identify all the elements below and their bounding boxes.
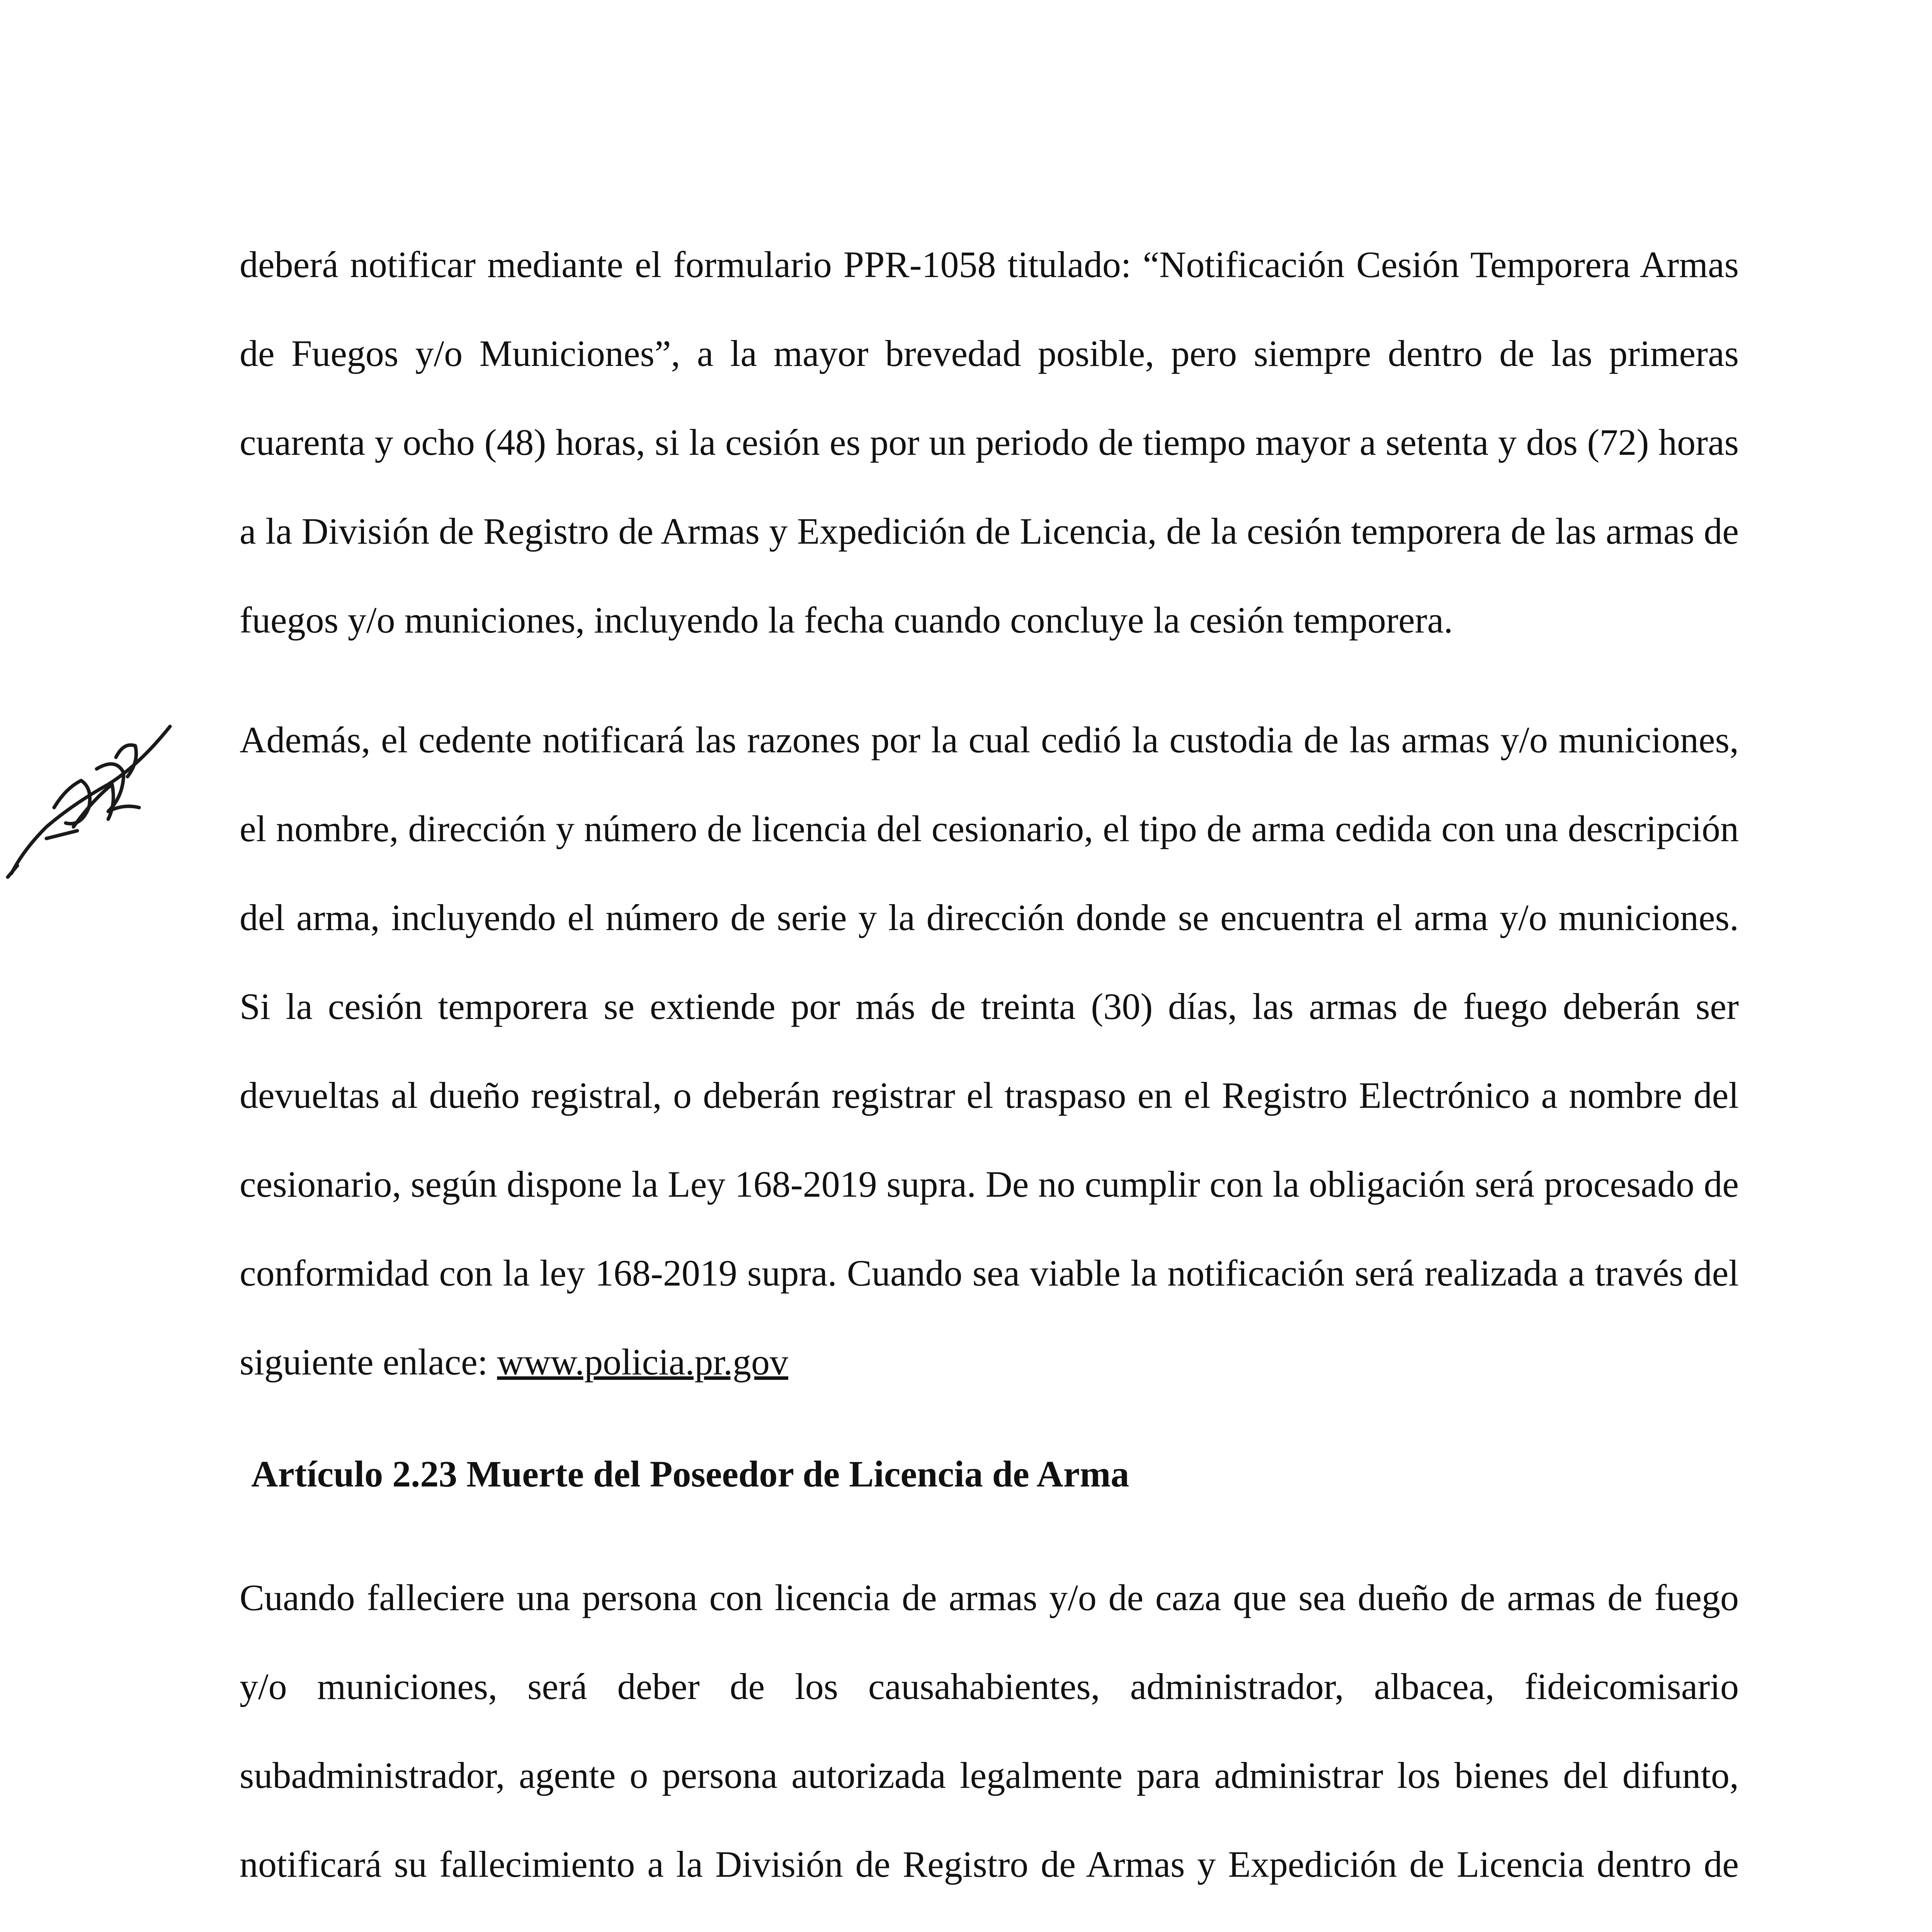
policia-website-link[interactable]: www.policia.pr.gov <box>497 1341 789 1383</box>
paragraph-2 <box>240 696 1739 1406</box>
paragraph-3: Cuando falleciere una persona con licencia de armas y/o de caza que sea dueño de armas de fuego y/o municiones, será deber de los causahabientes, administrador, albacea, fideicomisario subadministrador, agente o persona autorizada legalmente para administrar los bienes del difunto, notificará su fallecimiento a la División de Registro de Armas y Expedición de Licencia dentro de <box>240 1577 1739 1885</box>
handwritten-initials <box>0 711 185 881</box>
paragraph-1: deberá notificar mediante el formulario PPR-1058 titulado: “Notificación Cesión Temporera Armas de Fuegos y/o Municiones”, a la mayor brevedad posible, pero siempre dentro de las primeras cuarenta y ocho (48) horas, si la cesión es por un periodo de tiempo mayor a setenta y dos (72) horas a la División de Registro de Armas y Expedición de Licencia, de la cesión temporera de las armas de fuegos y/o municiones, incluyendo la fecha cuando concluye la cesión temporera. <box>240 244 1739 641</box>
paragraph-2-text: Además, el cedente notificará las razones por la cual cedió la custodia de las armas y/o municiones, el nombre, dirección y número de licencia del cesionario, el tipo de arma cedida con una descripción del arma, incluyendo el número de serie y la dirección donde se encuentra el arma y/o municiones. Si la cesión temporera se extiende por más de treinta (30) días, las armas de fuego deberán ser devueltas al dueño registral, o deberán registrar el traspaso en el Registro Electrónico a nombre del cesionario, según dispone la Ley 168-2019 supra. De no cumplir con la obligación será procesado de conformidad con la ley 168-2019 supra. Cuando sea viable la notificación será realizada a través del siguiente enlace: <box>240 719 1739 1383</box>
section-heading: Artículo 2.23 Muerte del Poseedor de Licencia de Arma <box>251 1453 1129 1495</box>
